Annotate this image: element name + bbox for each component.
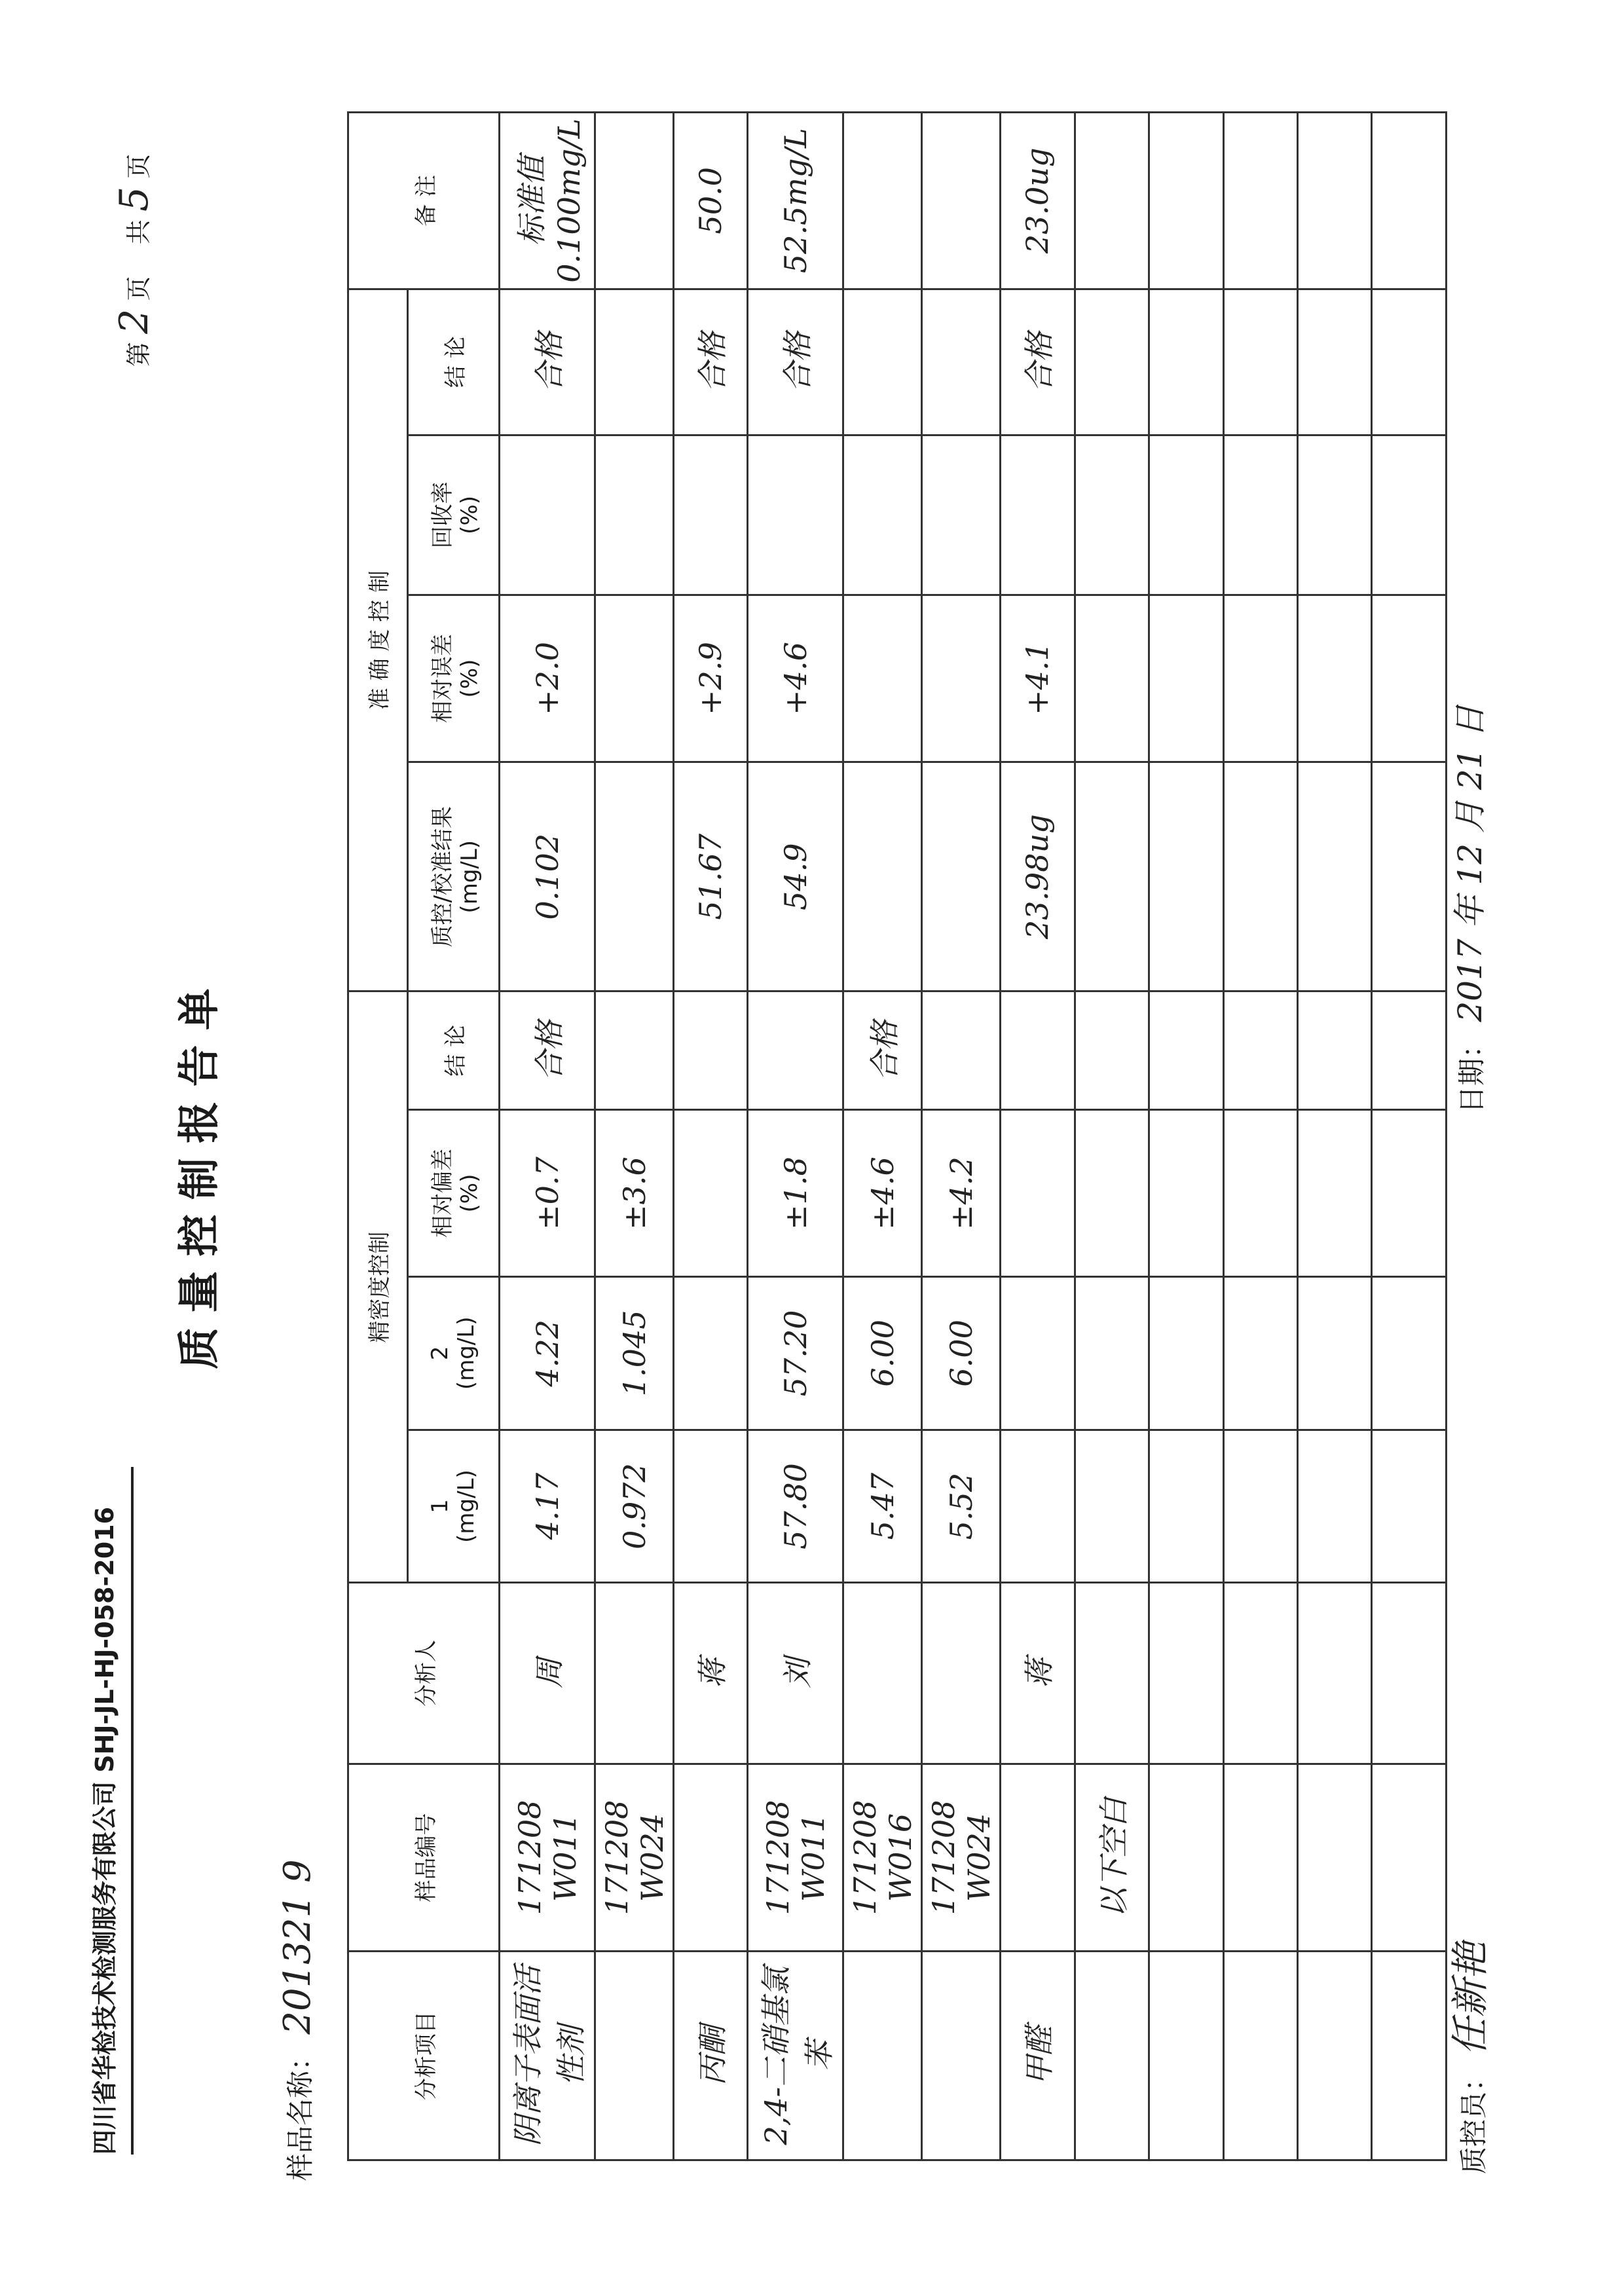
cell-sample-no: 以下空白 (1075, 1764, 1149, 1952)
table-row (1075, 113, 1149, 2160)
table-row (748, 113, 843, 2160)
cell-sample-no (1223, 1764, 1297, 1952)
cell-remark (1372, 113, 1447, 289)
table-row (674, 113, 748, 2160)
cell-sample-no: 171208 W024 (595, 1764, 674, 1952)
table-row (1298, 113, 1372, 2160)
cell-rel-dev (1298, 1110, 1372, 1277)
qc-name: 任新艳 (1448, 1941, 1492, 2056)
cell-rel-dev: ±1.8 (748, 1110, 843, 1277)
table-row (1223, 113, 1297, 2160)
cell-conclusion2: 合格 (674, 289, 748, 435)
cell-item: 丙酮 (674, 1952, 748, 2160)
cell-analyst (1075, 1583, 1149, 1764)
cell-rel-err (843, 595, 922, 762)
cell-r1 (1075, 1430, 1149, 1583)
cell-rel-dev (674, 1110, 748, 1277)
page-title: 质 量 控 制 报 告 单 (175, 988, 224, 1369)
cell-conclusion: 合格 (843, 991, 922, 1110)
cell-rel-err: +4.1 (1001, 595, 1075, 762)
cell-item (1223, 1952, 1297, 2160)
cell-item (843, 1952, 922, 2160)
cell-recovery (500, 435, 595, 595)
cell-rel-err: +4.6 (748, 595, 843, 762)
cell-sample-no (1149, 1764, 1223, 1952)
cell-sample-no: 171208 W011 (748, 1764, 843, 1952)
table-row (595, 113, 674, 2160)
cell-conclusion2 (595, 289, 674, 435)
cell-item: 阴离子表面活性剂 (500, 1952, 595, 2160)
col-header-analyst: 分析人 (348, 1583, 500, 1764)
cell-remark (922, 113, 1001, 289)
cell-r1: 5.47 (843, 1430, 922, 1583)
cell-conclusion (1075, 991, 1149, 1110)
cell-conclusion2 (843, 289, 922, 435)
table-row (1001, 113, 1075, 2160)
date-label: 日期： (1456, 1030, 1488, 1113)
cell-remark: 标准值 0.100mg/L (500, 113, 595, 289)
col-header-rel-err: 相对误差 (%) (407, 595, 499, 762)
cell-sample-no (674, 1764, 748, 1952)
cell-sample-no: 171208 W011 (500, 1764, 595, 1952)
cell-rel-err (1075, 595, 1149, 762)
cell-remark (595, 113, 674, 289)
cell-r1: 57.80 (748, 1430, 843, 1583)
cell-rel-err: +2.0 (500, 595, 595, 762)
cell-rel-dev (1372, 1110, 1447, 1277)
cell-conclusion2 (1075, 289, 1149, 435)
cell-rel-dev: ±0.7 (500, 1110, 595, 1277)
cell-r1: 5.52 (922, 1430, 1001, 1583)
total-label: 共 (124, 219, 153, 245)
cell-r1 (1223, 1430, 1297, 1583)
cell-r2: 4.22 (500, 1277, 595, 1430)
qc-signature (1434, 1585, 1506, 2174)
cell-recovery (1372, 435, 1447, 595)
col-header-conclusion: 结 论 (407, 991, 499, 1110)
page-label: 第 (124, 341, 153, 367)
page-number: 2 (111, 308, 157, 334)
cell-conclusion (1223, 991, 1297, 1110)
cell-remark: 50.0 (674, 113, 748, 289)
company-header (79, 1467, 134, 2155)
cell-item (1075, 1952, 1149, 2160)
cell-rel-err (1223, 595, 1297, 762)
cell-item (1149, 1952, 1223, 2160)
cell-analyst (1149, 1583, 1223, 1764)
col-header-item: 分析项目 (348, 1952, 500, 2160)
cell-r2 (1298, 1277, 1372, 1430)
cell-rel-err (1149, 595, 1223, 762)
cell-std-result (1075, 762, 1149, 991)
cell-recovery (1223, 435, 1297, 595)
qc-label: 质控员： (1458, 2064, 1490, 2174)
cell-analyst: 蒋 (1001, 1583, 1075, 1764)
cell-conclusion2 (1223, 289, 1297, 435)
cell-rel-err (1298, 595, 1372, 762)
cell-analyst (595, 1583, 674, 1764)
cell-std-result (1149, 762, 1223, 991)
header-row-1 (348, 113, 408, 2160)
cell-item: 甲醛 (1001, 1952, 1075, 2160)
cell-analyst (922, 1583, 1001, 1764)
cell-sample-no (1001, 1764, 1075, 1952)
col-header-precision: 精密度控制 (348, 991, 408, 1583)
cell-remark (1223, 113, 1297, 289)
table-row (843, 113, 922, 2160)
cell-analyst: 周 (500, 1583, 595, 1764)
cell-rel-dev: ±3.6 (595, 1110, 674, 1277)
cell-recovery (674, 435, 748, 595)
cell-remark (1298, 113, 1372, 289)
cell-remark (843, 113, 922, 289)
cell-rel-err (595, 595, 674, 762)
cell-sample-no: 171208 W016 (843, 1764, 922, 1952)
col-header-rel-dev: 相对偏差 (%) (407, 1110, 499, 1277)
cell-remark (1075, 113, 1149, 289)
date-value: 2017 年 12 月 21 日 (1451, 705, 1489, 1022)
cell-conclusion2 (1372, 289, 1447, 435)
cell-conclusion (1298, 991, 1372, 1110)
cell-r1 (1001, 1430, 1075, 1583)
cell-r2 (1001, 1277, 1075, 1430)
cell-r1 (1372, 1430, 1447, 1583)
cell-r2 (1372, 1277, 1447, 1430)
table-row (1149, 113, 1223, 2160)
cell-std-result: 23.98ug (1001, 762, 1075, 991)
cell-conclusion2: 合格 (1001, 289, 1075, 435)
table-row (922, 113, 1001, 2160)
cell-r2: 6.00 (922, 1277, 1001, 1430)
qc-table (347, 111, 1447, 2161)
cell-r1: 4.17 (500, 1430, 595, 1583)
cell-item (1298, 1952, 1372, 2160)
cell-item (595, 1952, 674, 2160)
qc-table-wrapper (347, 111, 1447, 2161)
cell-analyst: 蒋 (674, 1583, 748, 1764)
cell-rel-dev: ±4.6 (843, 1110, 922, 1277)
cell-r2: 57.20 (748, 1277, 843, 1430)
report-date (1434, 655, 1506, 1113)
cell-recovery (748, 435, 843, 595)
cell-std-result (843, 762, 922, 991)
cell-conclusion: 合格 (500, 991, 595, 1110)
cell-std-result (1298, 762, 1372, 991)
cell-conclusion (1149, 991, 1223, 1110)
sample-name (268, 1657, 327, 2181)
cell-rel-err: +2.9 (674, 595, 748, 762)
cell-r2 (1075, 1277, 1149, 1430)
cell-recovery (1001, 435, 1075, 595)
cell-conclusion2 (1149, 289, 1223, 435)
cell-conclusion2: 合格 (500, 289, 595, 435)
cell-conclusion2 (1298, 289, 1372, 435)
total-unit: 页 (124, 153, 153, 179)
col-header-std-result: 质控/校准结果 (mg/L) (407, 762, 499, 991)
col-header-recovery: 回收率 (%) (407, 435, 499, 595)
cell-recovery (1298, 435, 1372, 595)
cell-rel-dev (1223, 1110, 1297, 1277)
cell-r2 (1223, 1277, 1297, 1430)
table-row (500, 113, 595, 2160)
cell-std-result (595, 762, 674, 991)
cell-sample-no (1298, 1764, 1372, 1952)
cell-recovery (922, 435, 1001, 595)
cell-conclusion (674, 991, 748, 1110)
cell-remark: 23.0ug (1001, 113, 1075, 289)
cell-sample-no: 171208 W024 (922, 1764, 1001, 1952)
cell-recovery (1075, 435, 1149, 595)
cell-conclusion (595, 991, 674, 1110)
doc-code: SHJ-JL-HJ-058-2016 (90, 1506, 119, 1773)
cell-rel-err (922, 595, 1001, 762)
cell-r2 (1149, 1277, 1223, 1430)
company-name: 四川省华检技术检测服务有限公司 (90, 1781, 119, 2155)
cell-std-result: 54.9 (748, 762, 843, 991)
cell-analyst (1223, 1583, 1297, 1764)
cell-r1 (1298, 1430, 1372, 1583)
cell-remark (1149, 113, 1223, 289)
cell-std-result (922, 762, 1001, 991)
col-header-sample-no: 样品编号 (348, 1764, 500, 1952)
cell-r1 (1149, 1430, 1223, 1583)
cell-r2: 1.045 (595, 1277, 674, 1430)
cell-r1: 0.972 (595, 1430, 674, 1583)
sample-name-value: 201321 9 (276, 1859, 319, 2035)
cell-r2: 6.00 (843, 1277, 922, 1430)
cell-std-result (1223, 762, 1297, 991)
cell-conclusion (922, 991, 1001, 1110)
cell-item (922, 1952, 1001, 2160)
page-unit: 页 (124, 276, 153, 301)
cell-analyst: 刘 (748, 1583, 843, 1764)
sample-name-label: 样品名称： (284, 2043, 316, 2181)
cell-analyst (843, 1583, 922, 1764)
cell-r1 (674, 1430, 748, 1583)
col-header-conclusion-2: 结 论 (407, 289, 499, 435)
cell-r2 (674, 1277, 748, 1430)
col-header-r2: 2 (mg/L) (407, 1277, 499, 1430)
cell-analyst (1298, 1583, 1372, 1764)
page-indicator (111, 92, 157, 367)
cell-rel-dev: ±4.2 (922, 1110, 1001, 1277)
col-header-accuracy: 准 确 度 控 制 (348, 289, 408, 991)
cell-conclusion2 (922, 289, 1001, 435)
cell-item: 2,4-二硝基氯苯 (748, 1952, 843, 2160)
cell-std-result: 51.67 (674, 762, 748, 991)
total-number: 5 (111, 186, 157, 212)
cell-rel-dev (1075, 1110, 1149, 1277)
cell-conclusion (1001, 991, 1075, 1110)
cell-recovery (595, 435, 674, 595)
cell-conclusion2: 合格 (748, 289, 843, 435)
cell-rel-dev (1001, 1110, 1075, 1277)
cell-conclusion (748, 991, 843, 1110)
cell-remark: 52.5mg/L (748, 113, 843, 289)
cell-rel-dev (1149, 1110, 1223, 1277)
cell-recovery (1149, 435, 1223, 595)
col-header-remark: 备 注 (348, 113, 500, 289)
cell-std-result: 0.102 (500, 762, 595, 991)
col-header-r1: 1 (mg/L) (407, 1430, 499, 1583)
cell-recovery (843, 435, 922, 595)
